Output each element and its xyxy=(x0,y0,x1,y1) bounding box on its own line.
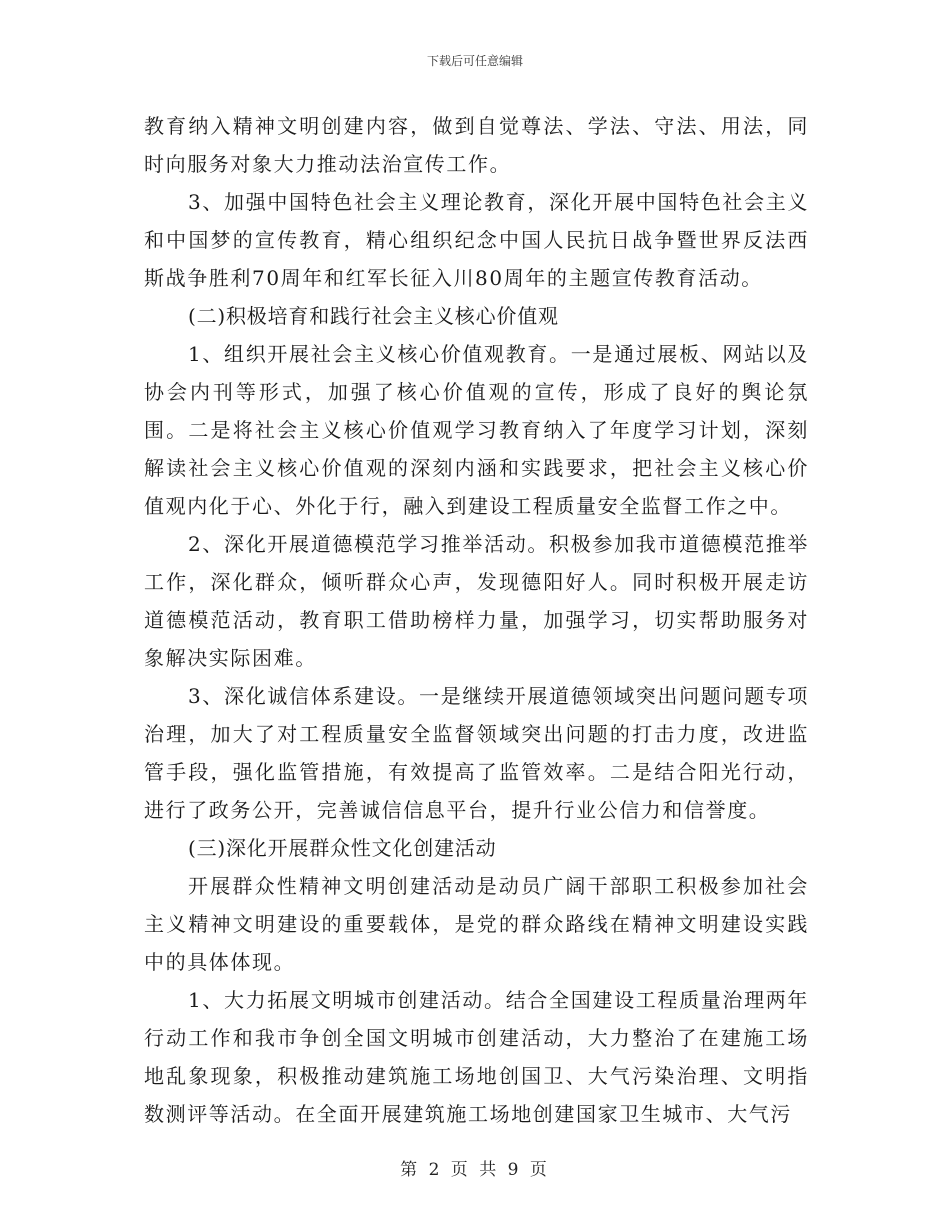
section-heading-3: (三)深化开展群众性文化创建活动 xyxy=(188,836,497,860)
paragraph-moral-models: 2、深化开展道德模范学习推举活动。积极参加我市道德模范推举工作，深化群众，倾听群众心声，发现德阳好人。同时积极开展走访道德模范活动，教育职工借助榜样力量，加强学习，切实帮助服务对象解决实际困难。 xyxy=(144,532,809,670)
paragraph-core-values-education: 1、组织开展社会主义核心价值观教育。一是通过展板、网站以及协会内刊等形式，加强了核心价值观的宣传，形成了良好的舆论氛围。二是将社会主义核心价值观学习教育纳入了年度学习计划，深刻解读社会主义核心价值观的深刻内涵和实践要求，把社会主义核心价值观内化于心、外化于行，融入到建设工程质量安全监督工作之中。 xyxy=(144,342,809,518)
paragraph-mass-culture-intro: 开展群众性精神文明创建活动是动员广阔干部职工积极参加社会主义精神文明建设的重要载体，是党的群众路线在精神文明建设实践中的具体体现。 xyxy=(144,874,809,974)
section-heading-2: (二)积极培育和践行社会主义核心价值观 xyxy=(188,304,559,328)
document-body xyxy=(144,107,809,1133)
header-note: 下载后可任意编辑 xyxy=(426,54,523,68)
paragraph-theory-education: 3、加强中国特色社会主义理论教育，深化开展中国特色社会主义和中国梦的宣传教育，精心组织纪念中国人民抗日战争暨世界反法西斯战争胜利70周年和红军长征入川80周年的主题宣传教育活动。 xyxy=(144,190,809,290)
paragraph-continuation: 教育纳入精神文明创建内容，做到自觉尊法、学法、守法、用法，同时向服务对象大力推动法治宣传工作。 xyxy=(144,114,809,176)
page-number: 第 2 页 共 9 页 xyxy=(400,1160,550,1180)
paragraph-credit-system: 3、深化诚信体系建设。一是继续开展道德领域突出问题问题专项治理，加大了对工程质量安全监督领域突出问题的打击力度，改进监管手段，强化监管措施，有效提高了监管效率。二是结合阳光行动，进行了政务公开，完善诚信信息平台，提升行业公信力和信誉度。 xyxy=(144,684,809,822)
paragraph-civilized-city: 1、大力拓展文明城市创建活动。结合全国建设工程质量治理两年行动工作和我市争创全国文明城市创建活动，大力整治了在建施工场地乱象现象，积极推动建筑施工场地创国卫、大气污染治理、文明指数测评等活动。在全面开展建筑施工场地创建国家卫生城市、大气污 xyxy=(144,988,809,1126)
